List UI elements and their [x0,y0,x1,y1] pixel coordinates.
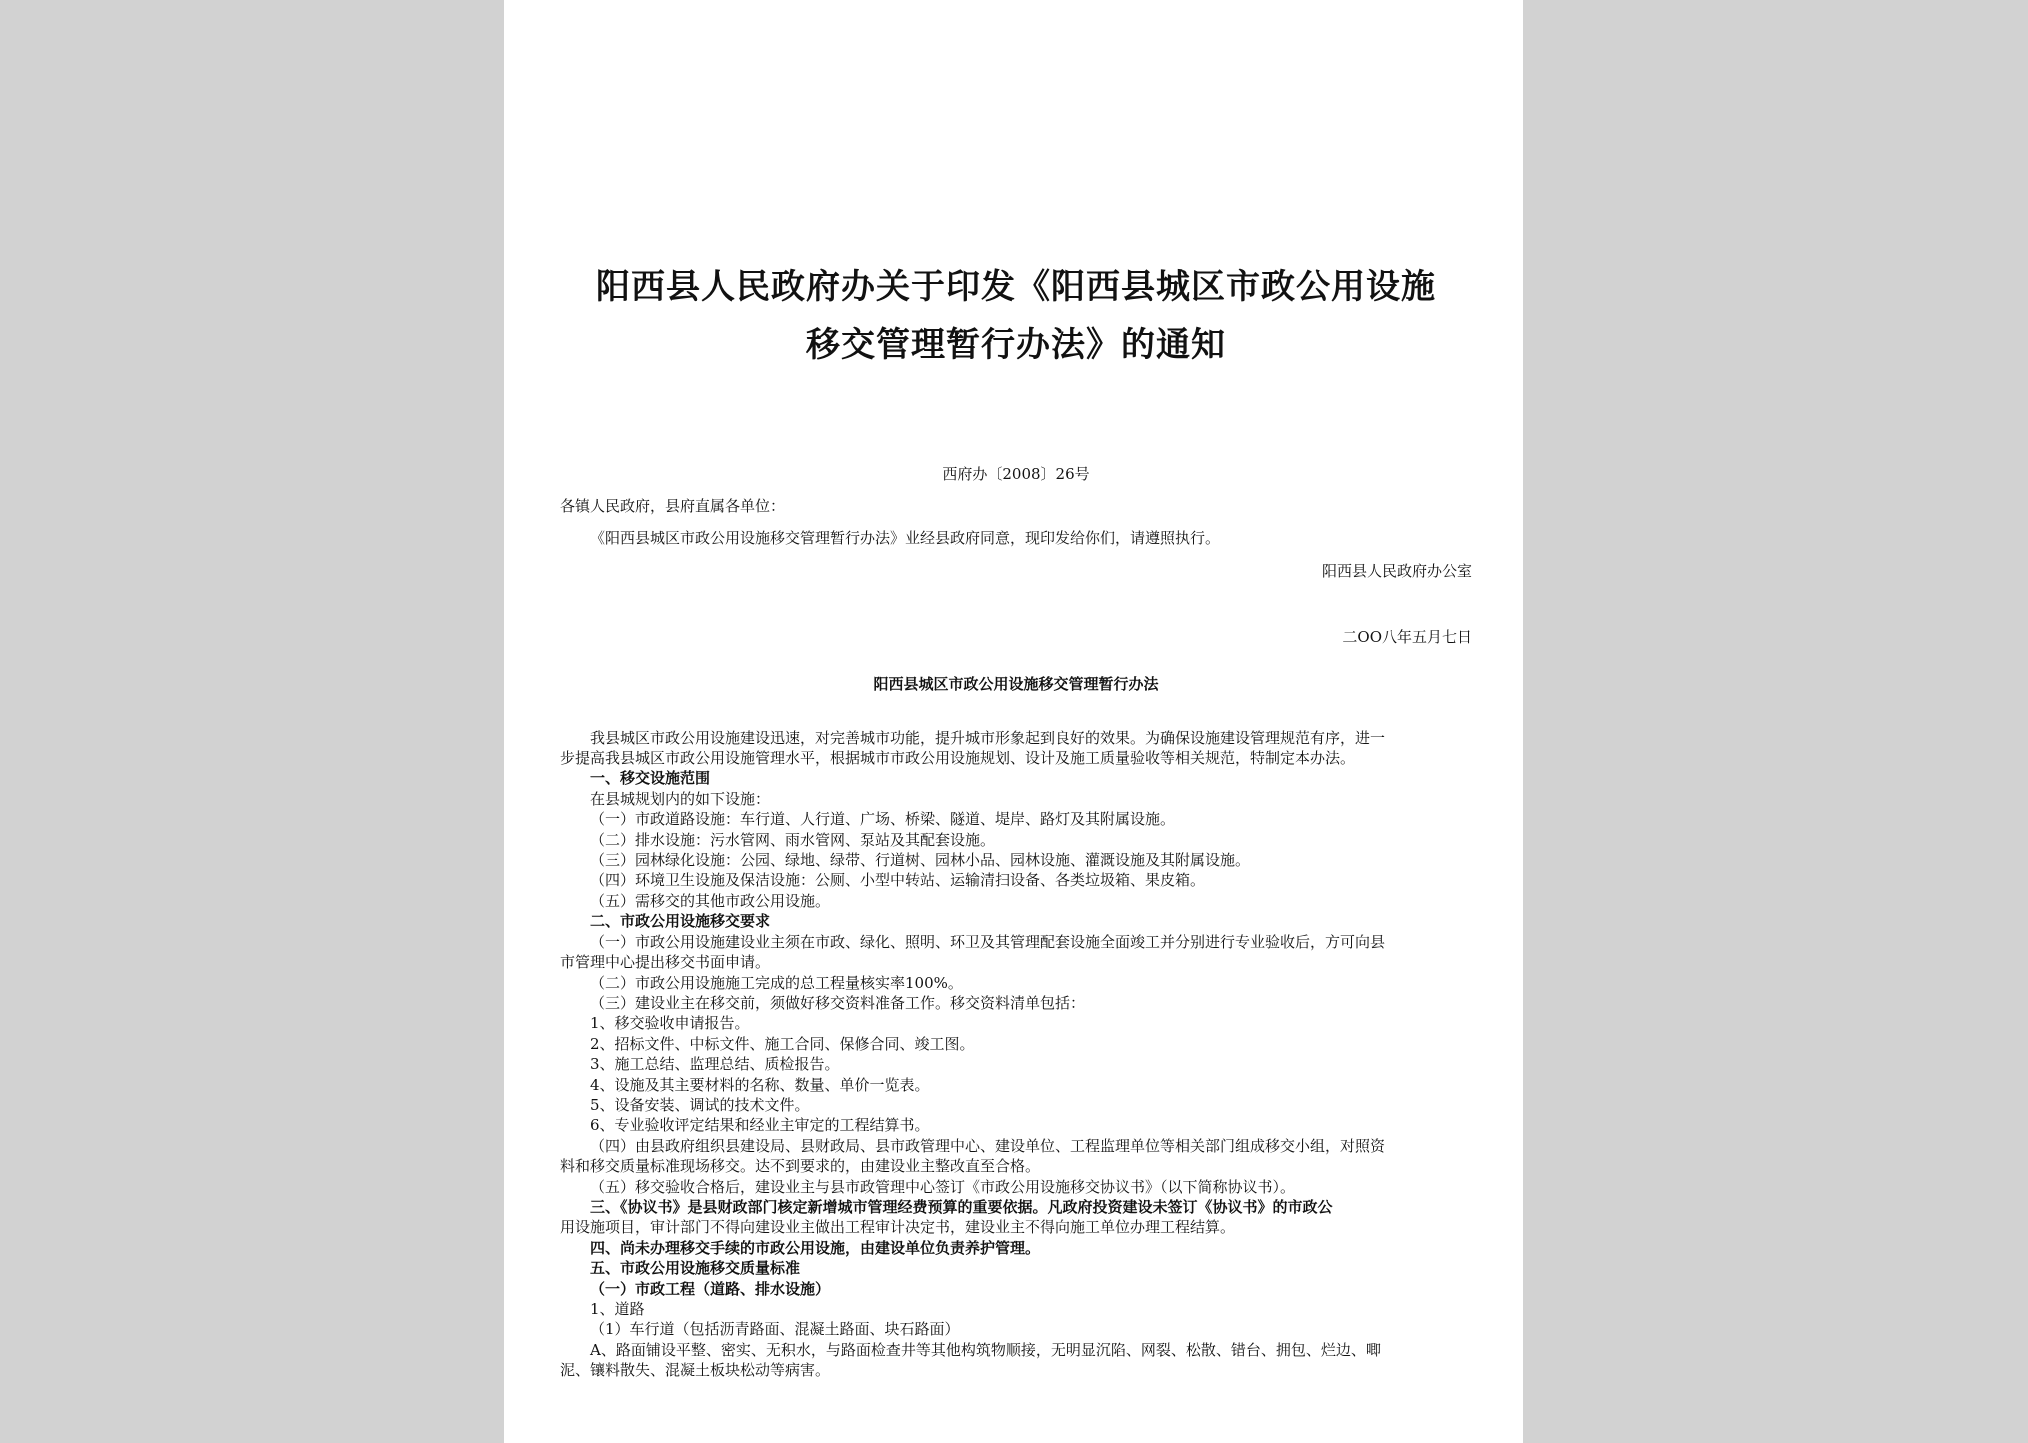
body-line: （五）需移交的其他市政公用设施。 [590,891,831,910]
body-line: 一、移交设施范围 [590,769,711,788]
body-line: （五）移交验收合格后，建设业主与县市政管理中心签订《市政公用设施移交协议书》（以下简称协议书）。 [590,1177,1296,1196]
body-line: 市管理中心提出移交书面申请。 [560,953,771,972]
body-line: 1、道路 [590,1300,645,1318]
body-line: 四、尚未办理移交手续的市政公用设施，由建设单位负责养护管理。 [590,1238,1041,1257]
body-line: 五、市政公用设施移交质量标准 [590,1259,801,1278]
notice-text: 《阳西县城区市政公用设施移交管理暂行办法》业经县政府同意，现印发给你们，请遵照执行。 [590,529,1221,548]
addressee: 各镇人民政府，县府直属各单位： [560,497,786,515]
body-line: 泥、镶料散失、混凝土板块松动等病害。 [560,1361,831,1380]
body-line: （四）由县政府组织县建设局、县财政局、县市政管理中心、建设单位、工程监理单位等相关部门组成移交小组，对照资 [590,1136,1386,1155]
body-line: 二、市政公用设施移交要求 [590,912,771,931]
measures-title: 阳西县城区市政公用设施移交管理暂行办法 [873,674,1159,693]
document-page [504,0,1523,1443]
body-line: 4、设施及其主要材料的名称、数量、单价一览表。 [590,1075,930,1094]
body-line: 我县城区市政公用设施建设迅速，对完善城市功能，提升城市形象起到良好的效果。为确保设施建设管理规范有序，进一 [590,728,1386,747]
body-line: （一）市政道路设施：车行道、人行道、广场、桥梁、隧道、堤岸、路灯及其附属设施。 [590,810,1176,829]
body-line: 料和移交质量标准现场移交。达不到要求的，由建设业主整改直至合格。 [560,1157,1041,1176]
body-line: 1、移交验收申请报告。 [590,1014,750,1033]
body-line: 用设施项目，审计部门不得向建设业主做出工程审计决定书，建设业主不得向施工单位办理工程结算。 [560,1218,1236,1237]
body-line: 5、设备安装、调试的技术文件。 [590,1095,810,1114]
body-line: （1）车行道（包括沥青路面、混凝土路面、块石路面） [590,1320,960,1339]
issuer: 阳西县人民政府办公室 [1321,561,1472,580]
body-line: 6、专业验收评定结果和经业主审定的工程结算书。 [590,1116,930,1135]
body-line: （一）市政工程（道路、排水设施） [590,1279,831,1298]
title-line-1: 阳西县人民政府办关于印发《阳西县城区市政公用设施 [596,267,1436,307]
body-line: （四）环境卫生设施及保洁设施：公厕、小型中转站、运输清扫设备、各类垃圾箱、果皮箱。 [590,871,1206,890]
measures-body [560,728,1472,1381]
document-title [560,258,1472,374]
body-line: （二）排水设施：污水管网、雨水管网、泵站及其配套设施。 [590,830,996,849]
issue-date: 二OO八年五月七日 [1342,628,1472,647]
document-content [560,258,1472,1381]
body-line: A、路面铺设平整、密实、无积水，与路面检查井等其他构筑物顺接，无明显沉陷、网裂、松散、错台、拥包、烂边、唧 [590,1340,1381,1359]
document-number: 西府办〔2008〕26号 [942,465,1090,483]
body-line: 2、招标文件、中标文件、施工合同、保修合同、竣工图。 [590,1034,975,1053]
body-line: 三、《协议书》是县财政部门核定新增城市管理经费预算的重要依据。凡政府投资建设未签订《协议书》的市政公 [590,1197,1333,1216]
body-line: （三）建设业主在移交前，须做好移交资料准备工作。移交资料清单包括： [590,993,1086,1012]
body-line: （一）市政公用设施建设业主须在市政、绿化、照明、环卫及其管理配套设施全面竣工并分别进行专业验收后，方可向县 [590,932,1386,951]
body-line: 3、施工总结、监理总结、质检报告。 [590,1055,840,1074]
title-line-2: 移交管理暂行办法》的通知 [806,325,1226,365]
body-line: （二）市政公用设施施工完成的总工程量核实率100%。 [590,973,963,992]
body-line: 在县城规划内的如下设施： [590,789,771,808]
body-line: 步提高我县城区市政公用设施管理水平，根据城市市政公用设施规划、设计及施工质量验收等相关规范，特制定本办法。 [560,749,1356,768]
body-line: （三）园林绿化设施：公园、绿地、绿带、行道树、园林小品、园林设施、灌溉设施及其附属设施。 [590,851,1251,870]
